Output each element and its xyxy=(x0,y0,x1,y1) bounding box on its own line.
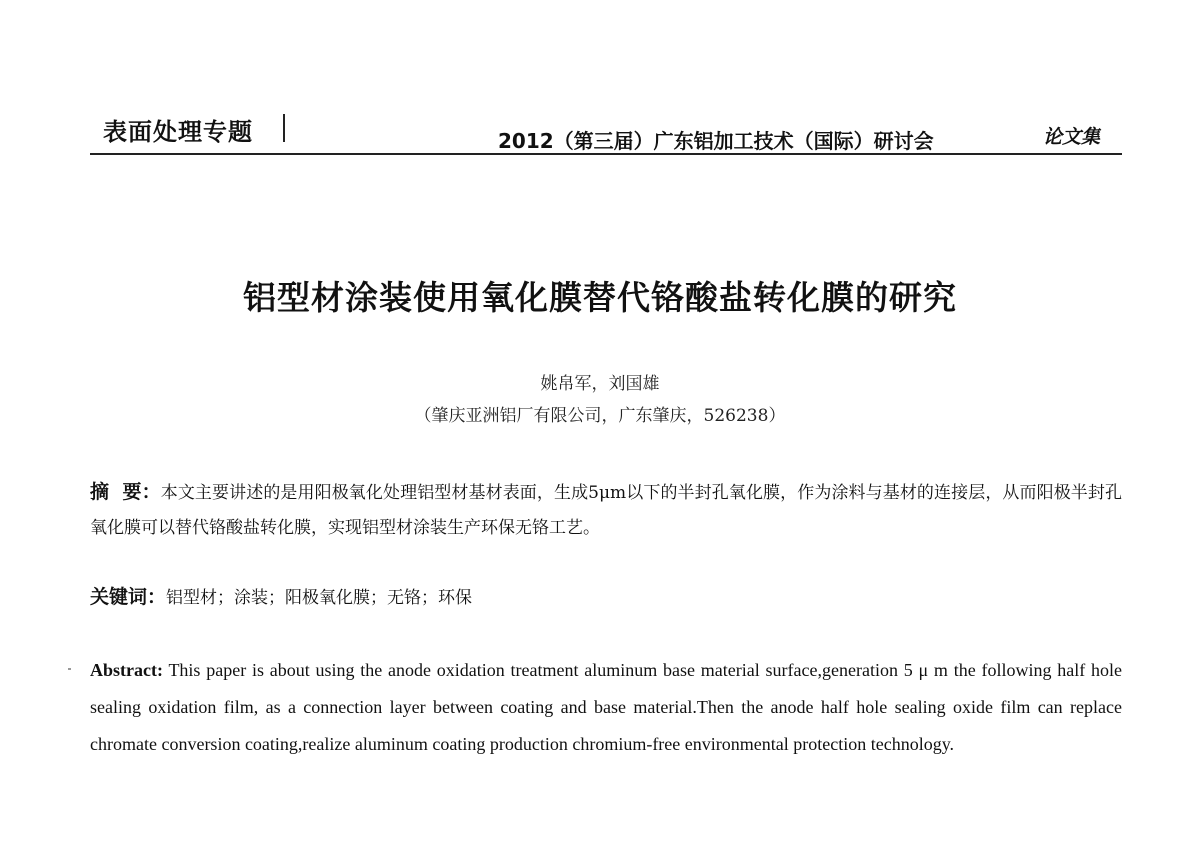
keywords xyxy=(90,583,1122,612)
proceedings-tag: 论文集 xyxy=(1043,126,1101,148)
keywords-label: 关键词： xyxy=(90,586,167,608)
affiliation: （肇庆亚洲铝厂有限公司，广东肇庆，526238） xyxy=(414,406,786,426)
margin-mark xyxy=(68,668,71,670)
abstract-zh-label: 摘 要： xyxy=(90,481,161,503)
abstract-zh xyxy=(90,475,1122,546)
header-divider xyxy=(283,114,285,142)
header-rule xyxy=(90,153,1122,155)
conference-title: 2012（第三届）广东铝加工技术（国际）研讨会 xyxy=(498,129,934,153)
authors: 姚帛军，刘国雄 xyxy=(540,374,660,394)
abstract-en-text: This paper is about using the anode oxidation treatment aluminum base material surface,generation 5 μ m the following half hole sealing oxidation film, as a connection layer between coating and base material.Then the anode half hole sealing oxide film can replace chromate conversion coating,realize aluminum coating production chromium-free environmental protection technology. xyxy=(90,660,1122,754)
abstract-en-label: Abstract: xyxy=(90,660,163,680)
section-label: 表面处理专题 xyxy=(103,118,253,146)
abstract-en xyxy=(90,652,1122,763)
keywords-text: 铝型材；涂装；阳极氧化膜；无铬；环保 xyxy=(166,588,473,608)
paper-title: 铝型材涂装使用氧化膜替代铬酸盐转化膜的研究 xyxy=(243,278,957,317)
abstract-zh-text: 本文主要讲述的是用阳极氧化处理铝型材基材表面，生成5μm以下的半封孔氧化膜，作为涂料与基材的连接层，从而阳极半封孔氧化膜可以替代铬酸盐转化膜，实现铝型材涂装生产环保无铬工艺。 xyxy=(90,483,1123,538)
